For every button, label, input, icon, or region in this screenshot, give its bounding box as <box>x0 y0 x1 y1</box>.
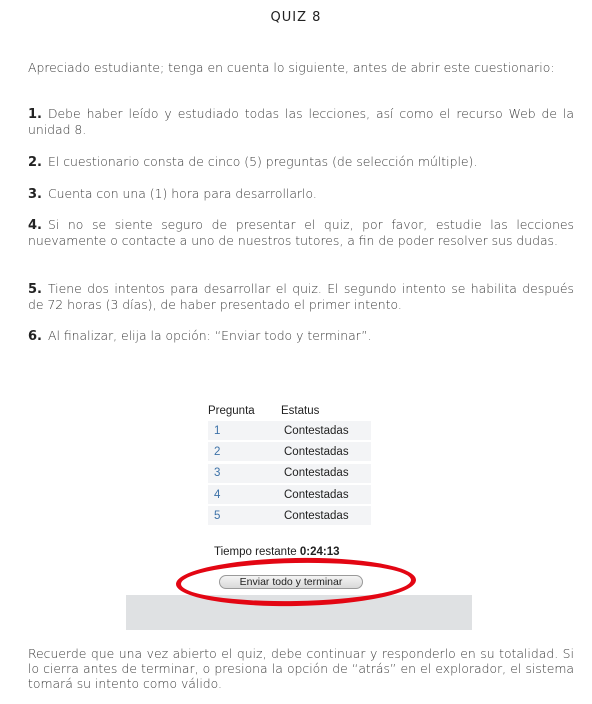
footer-note: Recuerde que una vez abierto el quiz, debe continuar y responderlo en su totalidad. Si lo cierra antes de terminar, o presiona la opción de “atrás” en el explorador, el sistema tomará su intento como válido. <box>28 646 574 691</box>
question-link[interactable]: 4 <box>214 488 221 501</box>
quiz-navigation-screenshot <box>126 387 472 630</box>
instruction-item <box>28 281 574 312</box>
page-title: QUIZ 8 <box>270 10 322 25</box>
item-text: Al finalizar, elija la opción: “Enviar todo y terminar”. <box>47 328 372 343</box>
instruction-item <box>28 154 574 170</box>
instruction-item <box>28 106 574 137</box>
item-text: Si no se siente seguro de presentar el quiz, por favor, estudie las lecciones nuevamente o contacte a uno de nuestros tutores, a fin de poder resolver sus dudas. <box>28 217 574 248</box>
item-text: Tiene dos intentos para desarrollar el quiz. El segundo intento se habilita después de 72 horas (3 días), de haber presentado el primer intento. <box>28 281 574 312</box>
table-header <box>208 401 371 420</box>
header-question: Pregunta <box>208 404 255 417</box>
item-text: El cuestionario consta de cinco (5) preguntas (de selección múltiple). <box>47 154 478 169</box>
table-row <box>208 420 371 441</box>
instruction-item <box>28 217 574 248</box>
question-status: Contestadas <box>284 467 349 480</box>
intro-text: Apreciado estudiante; tenga en cuenta lo siguiente, antes de abrir este cuestionario: <box>28 60 555 75</box>
time-remaining-label: Tiempo restante <box>214 546 297 558</box>
time-remaining-value: 0:24:13 <box>299 546 340 558</box>
question-link[interactable]: 2 <box>214 445 221 458</box>
question-status: Contestadas <box>284 488 349 501</box>
instruction-item <box>28 328 574 344</box>
item-number: 6. <box>28 329 42 344</box>
table-row <box>208 484 371 505</box>
question-status: Contestadas <box>284 424 349 437</box>
item-text: Cuenta con una (1) hora para desarrollarlo. <box>47 186 317 201</box>
submit-all-button[interactable]: Enviar todo y terminar <box>219 575 363 589</box>
table-row <box>208 441 371 462</box>
item-number: 1. <box>28 107 42 122</box>
time-remaining <box>214 546 340 558</box>
header-status: Estatus <box>281 404 320 417</box>
table-row <box>208 505 371 526</box>
item-number: 5. <box>28 282 42 297</box>
question-link[interactable]: 3 <box>214 467 221 480</box>
table-row <box>208 463 371 484</box>
question-status-table <box>208 401 371 526</box>
item-number: 3. <box>28 187 42 202</box>
question-link[interactable]: 5 <box>214 509 221 522</box>
question-status: Contestadas <box>284 509 349 522</box>
question-link[interactable]: 1 <box>214 424 221 437</box>
question-status: Contestadas <box>284 445 349 458</box>
item-number: 4. <box>28 218 42 233</box>
instruction-item <box>28 186 574 202</box>
item-text: Debe haber leído y estudiado todas las lecciones, así como el recurso Web de la unidad 8. <box>28 106 574 137</box>
item-number: 2. <box>28 155 42 170</box>
